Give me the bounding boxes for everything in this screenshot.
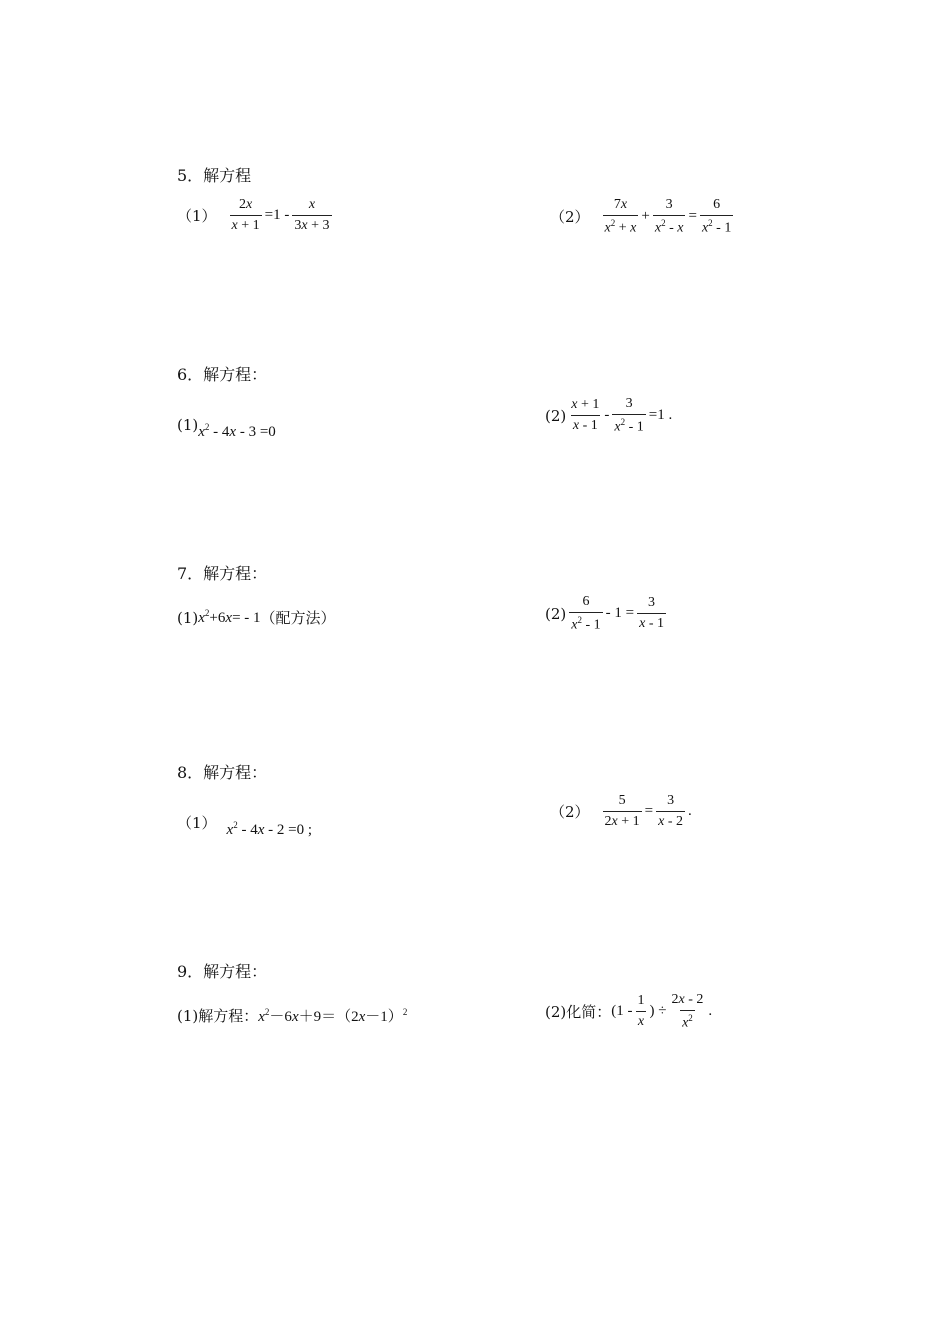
- q9-p1-label: (1)解方程：: [177, 1007, 259, 1025]
- fraction: $\frac{x + 1}{x - 1}$: [571, 397, 600, 434]
- fraction: $\frac{3}{x^2 - 1}$: [614, 396, 644, 435]
- q9-heading: 9．解方程：: [177, 962, 268, 981]
- q9-p2-label: (2)化简：: [545, 1003, 612, 1022]
- q8-problem-1: （1） $x^2 - 4x - 2 =0$ ;: [177, 814, 313, 838]
- q5-p2-label: （2）: [550, 208, 590, 227]
- q7-p1-method: （配方法）: [260, 609, 336, 627]
- q7-p1-label: (1): [177, 608, 199, 627]
- q9-problem-2: (2)化简： (1 - $\frac{1}{x}$ ) ÷ $\frac{2x - 2}{x^2}$ .: [545, 992, 713, 1031]
- q8-heading: 8．解方程：: [177, 763, 268, 782]
- fraction: $\frac{2x - 2}{x^2}$: [671, 992, 704, 1031]
- fraction: $\frac{5}{2x + 1}$: [604, 793, 640, 829]
- fraction: $\frac{3}{x - 2}$: [658, 793, 684, 829]
- q7-problem-1: (1) $x^2+6x= - 1$ （配方法）: [177, 608, 336, 627]
- q6-p1-label: (1): [177, 415, 199, 434]
- fraction: $\frac{2x}{x + 1}$: [231, 197, 260, 233]
- q5-problem-1: （1） $\frac{2x}{x + 1}$ =1 - $\frac{x}{3x + 3}$: [177, 197, 330, 233]
- q5-heading: 5．解方程: [177, 166, 252, 185]
- q5-problem-2: （2） $\frac{7x}{x^2 + x}$ + $\frac{3}{x^2 - x}$ = $\frac{6}{x^2 - 1}$: [550, 197, 732, 236]
- fraction: $\frac{6}{x^2 - 1}$: [571, 594, 601, 633]
- fraction: $\frac{3}{x - 1}$: [639, 595, 664, 632]
- fraction: $\frac{7x}{x^2 + x}$: [604, 197, 637, 236]
- q8-p2-label: （2）: [550, 803, 590, 821]
- q7-problem-2: (2) $\frac{6}{x^2 - 1}$ - 1 = $\frac{3}{x - 1}$: [545, 594, 664, 633]
- q9-problem-1: (1)解方程： $x^2-6x+9=(2x-1)^2$: [177, 1007, 408, 1025]
- fraction: $\frac{6}{x^2 - 1}$: [701, 197, 732, 236]
- fraction: $\frac{3}{x^2 - x}$: [654, 197, 684, 236]
- q6-p2-label: (2): [545, 406, 567, 425]
- q6-heading: 6．解方程：: [177, 365, 268, 384]
- q7-heading: 7．解方程：: [177, 564, 268, 583]
- q6-problem-1: (1) $x^2 - 4x - 3 =0$: [177, 415, 276, 440]
- fraction: $\frac{x}{3x + 3}$: [294, 197, 330, 233]
- q6-problem-2: (2) $\frac{x + 1}{x - 1}$ - $\frac{3}{x^2 - 1}$ =1 .: [545, 396, 673, 435]
- q8-problem-2: （2） $\frac{5}{2x + 1}$ = $\frac{3}{x - 2}$ .: [550, 793, 692, 829]
- q7-p2-label: (2): [545, 604, 567, 623]
- fraction: $\frac{1}{x}$: [637, 993, 645, 1030]
- q8-p1-label: （1）: [177, 814, 217, 832]
- q5-p1-label: （1）: [177, 207, 217, 225]
